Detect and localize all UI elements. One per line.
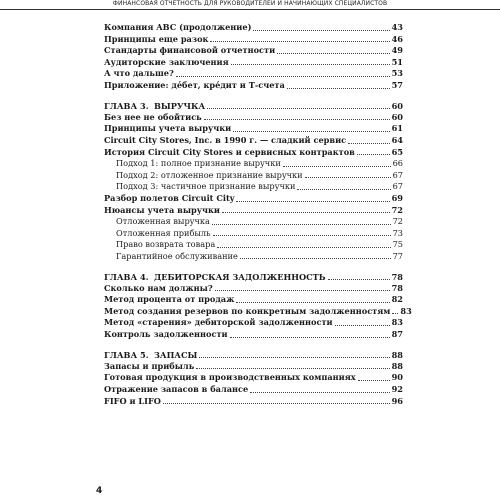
chapter-page-number: 88 [391,349,403,360]
toc-entry[interactable] [104,135,403,147]
chapter-title: ВЫРУЧКА [154,100,206,111]
entry-page-number: 88 [391,360,403,371]
dot-leader [348,142,389,144]
entry-title: Отражение запасов в балансе [104,384,249,394]
toc-subentry[interactable] [104,181,403,193]
entry-page-number: 78 [391,282,403,293]
toc-entry[interactable] [104,45,403,57]
entry-page-number: 46 [391,33,403,44]
entry-title: А что дальше? [104,68,174,79]
entry-title: Подход 2: отложенное признание выручки [116,169,303,180]
toc-subentry[interactable] [104,228,403,240]
toc-entry[interactable] [104,68,403,80]
entry-title: Сколько нам должны? [104,282,213,293]
entry-page-number: 90 [391,372,403,383]
toc-entry[interactable] [104,22,403,34]
dot-leader [230,336,390,338]
entry-title: Метод «старения» дебиторской задолженности [104,317,333,328]
dot-leader [357,153,390,155]
chapter-title: ЗАПАСЫ [154,349,198,360]
chapter-title: ДЕБИТОРСКАЯ ЗАДОЛЖЕННОСТЬ [154,271,326,282]
entry-title: Метод создания резервов по конкретным задолженностям [104,305,391,316]
dot-leader [233,130,389,132]
entry-page-number: 73 [392,227,403,238]
toc-entry[interactable] [104,193,403,205]
entry-page-number: 60 [391,111,403,122]
toc-subentry[interactable] [104,158,403,170]
toc-entry[interactable] [104,147,403,159]
entry-title: Без нее не обойтись [104,111,202,122]
entry-page-number: 51 [391,56,403,67]
dot-leader [215,289,390,291]
dot-leader [358,379,390,381]
chapter-number: ГЛАВА 5. [104,349,149,360]
dot-leader [240,257,391,259]
toc-chapter-heading[interactable] [104,271,403,283]
toc-entry[interactable] [104,372,403,384]
dot-leader [199,356,389,358]
toc-entry[interactable] [104,317,403,329]
dot-leader [236,301,389,303]
entry-title: Circuit City Stores, Inc. в 1990 г. — сладкий сервис [104,134,347,145]
section-gap [104,262,403,270]
chapter-page-number: 78 [391,271,403,282]
dot-leader [213,234,391,236]
toc-chapter-heading[interactable] [104,349,403,361]
dot-leader [204,118,390,120]
toc-entry[interactable] [104,283,403,295]
toc-entry[interactable] [104,80,403,92]
entry-title: Гарантийное обслуживание [116,250,238,261]
entry-page-number: 69 [391,192,403,203]
entry-page-number: 72 [392,216,403,227]
table-of-contents [104,22,412,407]
entry-title: Принципы еще разок [104,33,209,44]
dot-leader [217,246,390,248]
section-gap [104,92,403,100]
dot-leader [392,312,398,314]
toc-entry[interactable] [104,57,403,69]
section-gap [104,341,403,349]
dot-leader [305,176,391,178]
entry-page-number: 82 [391,294,403,305]
entry-title: Нюансы учета выручки [104,204,220,215]
entry-page-number: 43 [391,22,403,32]
entry-title: Разбор полетов Circuit City [104,192,235,203]
dot-leader [250,391,389,393]
entry-title: Отложенная прибыль [116,227,211,238]
entry-title: Компания ABC (продолжение) [104,22,252,32]
entry-page-number: 66 [392,158,403,169]
toc-subentry[interactable] [104,170,403,182]
dot-leader [253,29,389,31]
entry-page-number: 53 [391,68,403,79]
entry-title: Запасы и прибыль [104,360,195,371]
entry-page-number: 77 [392,250,403,261]
entry-title: Отложенная выручка [116,216,210,227]
entry-page-number: 65 [391,146,403,157]
dot-leader [222,211,390,213]
entry-page-number: 83 [400,305,412,316]
entry-page-number: 67 [392,181,403,192]
entry-page-number: 92 [391,384,403,394]
dot-leader [176,75,390,77]
entry-title: Право возврата товара [116,239,216,250]
entry-page-number: 83 [391,317,403,328]
dot-leader [196,367,389,369]
dot-leader [287,87,390,89]
entry-title: Метод процента от продаж [104,294,235,305]
entry-page-number: 61 [391,123,403,134]
entry-title: Приложение: дéбет, крéдит и Т-счета [104,79,285,90]
toc-subentry[interactable] [104,216,403,228]
entry-page-number: 67 [392,169,403,180]
entry-title: Аудиторские заключения [104,56,229,67]
entry-page-number: 87 [391,329,403,340]
toc-entry[interactable] [104,34,403,46]
entry-page-number: 49 [391,45,403,56]
dot-leader [212,223,391,225]
toc-entry[interactable] [104,384,403,396]
entry-page-number: 64 [391,134,403,145]
entry-title: Подход 1: полное признание выручки [116,158,281,169]
toc-entry[interactable] [104,305,412,318]
toc-entry[interactable] [104,396,403,408]
toc-subentry[interactable] [104,239,403,251]
toc-entry[interactable] [104,361,403,373]
chapter-number: ГЛАВА 4. [104,271,149,282]
entry-title: Готовая продукция в производственных компаниях [104,372,356,383]
entry-page-number: 57 [391,79,403,90]
chapter-number: ГЛАВА 3. [104,100,149,111]
dot-leader [328,278,390,280]
dot-leader [335,324,390,326]
entry-title: FIFO и LIFO [104,395,161,406]
dot-leader [163,402,390,404]
toc-entry[interactable] [104,112,403,124]
toc-entry[interactable] [104,329,403,341]
chapter-page-number: 60 [391,100,403,111]
dot-leader [210,40,389,42]
toc-entry[interactable] [104,294,403,306]
entry-title: Принципы учета выручки [104,123,232,134]
page-number: 4 [96,486,103,496]
dot-leader [231,63,390,65]
dot-leader [297,188,390,190]
entry-page-number: 96 [391,395,403,406]
entry-title: Контроль задолженности [104,329,228,340]
entry-title: История Circuit City Stores и сервисных контрактов [104,146,355,157]
entry-title: Стандарты финансовой отчетности [104,45,276,56]
entry-page-number: 72 [391,204,403,215]
running-header: ФИНАНСОВАЯ ОТЧЕТНОСТЬ ДЛЯ РУКОВОДИТЕЛЕЙ И НАЧИНАЮЩИХ СПЕЦИАЛИСТОВ [0,0,500,10]
toc-entry[interactable] [104,205,403,217]
toc-subentry[interactable] [104,251,403,263]
entry-title: Подход 3: частичное признание выручки [116,181,296,192]
dot-leader [207,107,389,109]
dot-leader [283,165,391,167]
entry-page-number: 75 [392,239,403,250]
dot-leader [236,200,389,202]
dot-leader [277,52,389,54]
toc-chapter-heading[interactable] [104,100,403,112]
toc-entry[interactable] [104,123,403,135]
